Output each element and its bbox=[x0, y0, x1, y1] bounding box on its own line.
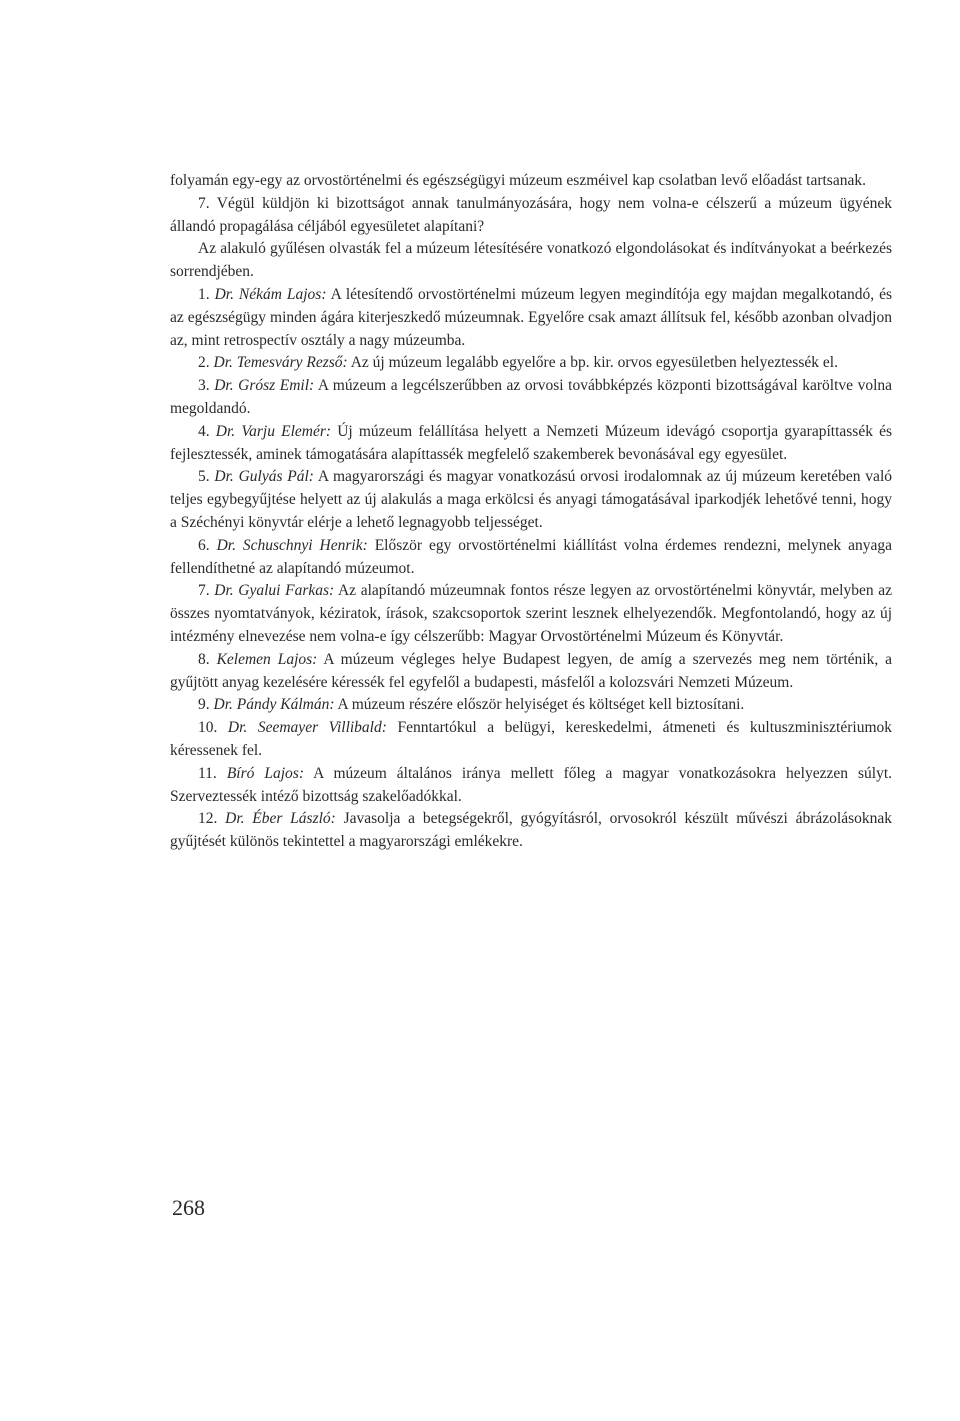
proposal-title: Dr. bbox=[214, 285, 234, 303]
proposal-11 bbox=[170, 763, 892, 809]
opening-paragraph: folyamán egy-egy az orvostörténelmi és egészségügyi múzeum eszméivel kap csolatban levő előadást tartsanak. bbox=[170, 172, 866, 189]
proposal-title: Dr. bbox=[214, 377, 234, 395]
proposal-number: 2. bbox=[198, 354, 210, 372]
proposal-author: Nékám Lajos: bbox=[238, 285, 327, 303]
proposal-number: 8. bbox=[198, 650, 210, 668]
proposal-8 bbox=[170, 649, 892, 695]
point-7-paragraph: 7. Végül küldjön ki bizottságot annak tanulmányozására, hogy nem volna-e célszerű a múzeum ügyének állandó propagálása céljából egyesületet alapítani? bbox=[170, 194, 892, 235]
proposal-number: 1. bbox=[198, 285, 210, 303]
proposal-author: Gyalui Farkas: bbox=[238, 582, 335, 600]
proposal-author: Bíró Lajos: bbox=[226, 764, 304, 782]
proposal-author: Pándy Kálmán: bbox=[236, 696, 335, 714]
proposal-number: 5. bbox=[198, 468, 210, 486]
proposal-author: Kelemen Lajos: bbox=[216, 650, 318, 668]
proposal-title: Dr. bbox=[225, 810, 245, 828]
proposal-3 bbox=[170, 375, 892, 421]
proposal-text: Az új múzeum legalább egyelőre a bp. kir. orvos egyesületben helyeztessék el. bbox=[350, 354, 838, 372]
proposal-title: Dr. bbox=[215, 422, 236, 440]
proposal-4 bbox=[170, 421, 892, 467]
proposal-title: Dr. bbox=[227, 719, 248, 737]
proposal-author: Éber László: bbox=[252, 810, 336, 828]
proposal-number: 10. bbox=[198, 719, 218, 737]
proposal-author: Varju Elemér: bbox=[241, 422, 332, 440]
proposal-text: Új múzeum felállítása helyett a Nemzeti Múzeum idevágó csoportja gyarapíttassék és fejlesztessék, aminek támogatására alapíttassék megfelelő szakemberek bevonásával egy egyesület. bbox=[170, 422, 893, 463]
proposal-text: Javasolja a betegségekről, gyógyításról, orvosokról készült művészi ábrázolásoknak gyűjtését különös tekintettel a magyarországi emlékekre. bbox=[170, 810, 893, 851]
proposal-number: 7. bbox=[198, 582, 210, 600]
proposal-title: Dr. bbox=[214, 582, 234, 600]
proposal-10 bbox=[170, 717, 892, 763]
proposal-number: 6. bbox=[198, 536, 210, 554]
proposal-text: A múzeum részére először helyiséget és költséget kell biztosítani. bbox=[337, 696, 745, 714]
proposal-number: 9. bbox=[198, 696, 210, 714]
proposal-title: Dr. bbox=[214, 468, 234, 486]
proposal-author: Gulyás Pál: bbox=[238, 468, 314, 486]
proposal-author: Temesváry Rezső: bbox=[236, 354, 348, 372]
proposal-6 bbox=[170, 535, 892, 581]
proposal-text: A létesítendő orvostörténelmi múzeum legyen megindítója egy majdan megalkotandó, és az egészségügy minden ágára kiterjeszkedő múzeumnak. Egyelőre csak amazt állítsuk fel, később azonban olvadjon az, mint retrospectív osztály a nagy múzeumba. bbox=[170, 285, 892, 349]
proposal-title: Dr. bbox=[216, 536, 236, 554]
proposal-number: 4. bbox=[198, 422, 210, 440]
proposal-5 bbox=[170, 466, 892, 534]
intro-paragraph: Az alakuló gyűlésen olvasták fel a múzeum létesítésére vonatkozó elgondolásokat és indítványokat a beérkezés sorrendjében. bbox=[170, 240, 892, 281]
proposal-9 bbox=[170, 694, 892, 717]
proposal-7 bbox=[170, 580, 892, 648]
proposal-1 bbox=[170, 284, 892, 352]
proposal-text: Először egy orvostörténelmi kiállítást volna érdemes rendezni, melynek anyaga fellendíthetné az alapítandó múzeumot. bbox=[170, 536, 893, 577]
proposal-author: Schuschnyi Henrik: bbox=[242, 536, 368, 554]
proposal-text: A múzeum általános iránya mellett főleg a magyar vonatkozásokra helyezzen súlyt. Szerveztessék intéző bizottság szakelőadókkal. bbox=[170, 764, 892, 805]
page-body bbox=[170, 170, 892, 854]
proposal-text: A magyarországi és magyar vonatkozású orvosi irodalomnak az új múzeum keretében való teljes egybegyűjtése helyett az új alakulás a maga erkölcsi és anyagi támogatásával iparkodjék lehetővé tenni, hogy a Széchényi könyvtár elérje a lehető legnagyobb teljességet. bbox=[170, 468, 892, 531]
proposal-text: A múzeum a legcélszerűbben az orvosi továbbképzés központi bizottságával karöltve volna megoldandó. bbox=[170, 377, 892, 417]
proposal-number: 3. bbox=[198, 377, 210, 395]
proposal-text: Fenntartókul a belügyi, kereskedelmi, átmeneti és kultuszminisztériumok kéressenek fel. bbox=[170, 719, 893, 759]
proposal-2 bbox=[170, 352, 892, 375]
page-number: 268 bbox=[172, 1195, 205, 1220]
proposal-author: Seemayer Villibald: bbox=[257, 719, 387, 737]
proposal-title: Dr. bbox=[213, 354, 233, 372]
proposal-author: Grósz Emil: bbox=[238, 377, 315, 395]
proposal-12 bbox=[170, 808, 892, 854]
proposal-text: Az alapítandó múzeumnak fontos része legyen az orvostörténelmi könyvtár, melyben az összes nyomtatványok, kéziratok, írások, szakcsoportok szerint lesznek elhelyezendők. Megfontolandó, hogy az új intézmény elnevezése nem volna-e így célszerűbb: Magyar Orvostörténelmi Múzeum és Könyvtár. bbox=[170, 582, 893, 645]
proposal-title: Dr. bbox=[213, 696, 233, 714]
proposal-number: 11. bbox=[198, 764, 217, 782]
proposal-number: 12. bbox=[198, 810, 218, 828]
proposal-text: A múzeum végleges helye Budapest legyen, de amíg a szervezés meg nem történik, a gyűjtött anyag kezelésére kéressék fel egyfelől a budapesti, másfelől a kolozsvári Nemzeti Múzeum. bbox=[170, 650, 893, 691]
